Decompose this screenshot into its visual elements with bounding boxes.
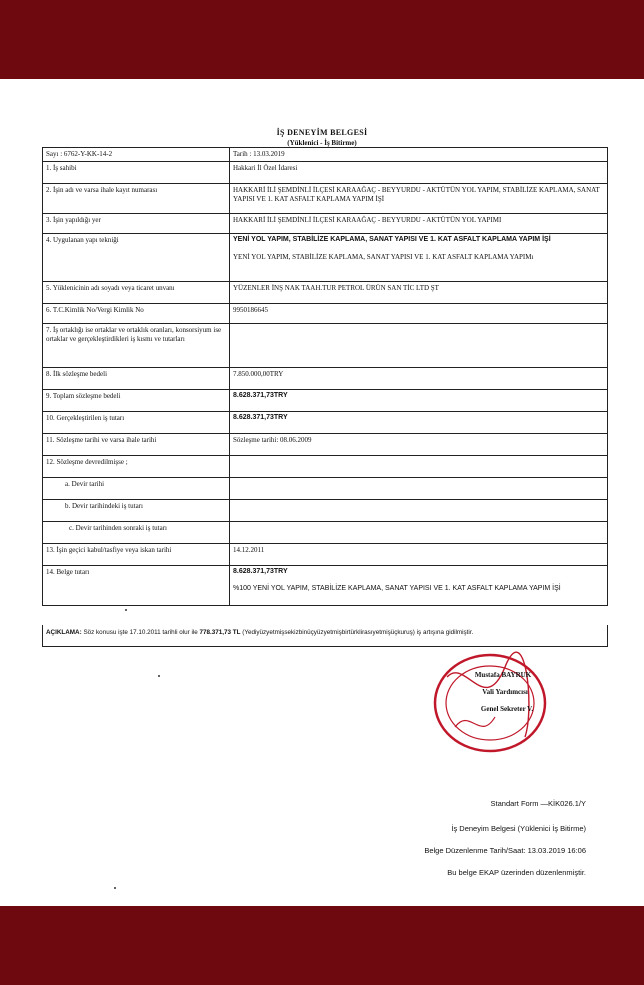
row-value: 8.628.371,73TRY	[230, 411, 608, 433]
row-value-group	[230, 233, 608, 281]
seal-role: Genel Sekreter V.	[480, 705, 534, 713]
row-value: HAKKARİ İLİ ŞEMDİNLİ İLÇESİ KARAAĞAÇ - BEYYURDU - AKTÜTÜN YOL YAPIMI	[230, 213, 608, 233]
row-value	[230, 455, 608, 477]
table-row	[43, 389, 608, 411]
scan-speck	[158, 675, 160, 677]
row-value	[230, 521, 608, 543]
row-value-secondary: YENİ YOL YAPIM, STABİLİZE KAPLAMA, SANAT YAPISI VE 1. KAT ASFALT KAPLAMA YAPIMı	[233, 252, 534, 261]
row-label: 7. İş ortaklığı ise ortaklar ve ortaklık oranları, konsorsiyum ise ortaklar ve gerçekleştirdikleri iş kısmı ve tutarları	[43, 323, 230, 367]
row-value: 14.12.2011	[230, 543, 608, 565]
official-seal-stamp	[425, 647, 555, 757]
row-label: b. Devir tarihindeki iş tutarı	[43, 499, 230, 521]
table-row	[43, 433, 608, 455]
scan-speck	[125, 609, 127, 611]
row-value: YÜZENLER İNŞ NAK TAAH.TUR PETROL ÜRÜN SAN TİC LTD ŞT	[230, 281, 608, 303]
row-label: 2. İşin adı ve varsa ihale kayıt numarası	[43, 183, 230, 213]
row-label: 8. İlk sözleşme bedeli	[43, 367, 230, 389]
row-value: 8.628.371,73TRY	[233, 567, 288, 575]
table-row	[43, 323, 608, 367]
top-border-band	[0, 0, 644, 79]
table-row	[43, 281, 608, 303]
row-label: 12. Sözleşme devredilmişse ;	[43, 455, 230, 477]
aciklama-label: AÇIKLAMA:	[46, 629, 82, 636]
table-row	[43, 303, 608, 323]
aciklama-text-before: Söz konusu işte 17.10.2011 tarihli olur ile	[83, 629, 198, 636]
row-label: 3. İşin yapıldığı yer	[43, 213, 230, 233]
document-subtitle: (Yüklenici - İş Bitirme)	[287, 139, 357, 147]
table-row	[43, 543, 608, 565]
table-row	[43, 565, 608, 605]
row-value	[230, 323, 608, 367]
footer-issue-date: Belge Düzenlenme Tarih/Saat: 13.03.2019 16:06	[424, 846, 586, 855]
row-label: 6. T.C.Kimlik No/Vergi Kimlik No	[43, 303, 230, 323]
row-value: HAKKARİ İLİ ŞEMDİNLİ İLÇESİ KARAAĞAÇ - BEYYURDU - AKTÜTÜN YOL YAPIM, STABİLİZE KAPLAMA, SANAT YAPISI VE 1. KAT ASFALT KAPLAMA YAPIM İŞİ	[230, 183, 608, 213]
table-row	[43, 367, 608, 389]
footer-form-code: Standart Form —KİK026.1/Y	[490, 799, 586, 808]
seal-signature-stroke	[455, 717, 495, 727]
table-row	[43, 148, 608, 162]
bottom-border-band	[0, 906, 644, 985]
table-row	[43, 161, 608, 183]
seal-title: Vali Yardımcısı	[482, 688, 528, 696]
row-label: 4. Uygulanan yapı tekniği	[43, 233, 230, 281]
row-label: 1. İş sahibi	[43, 161, 230, 183]
row-value-secondary: %100 YENİ YOL YAPIM, STABİLİZE KAPLAMA, SANAT YAPISI VE 1. KAT ASFALT KAPLAMA YAPIM İŞİ	[233, 584, 561, 592]
row-label: 14. Belge tutarı	[43, 565, 230, 605]
aciklama-text-after: (Yediyüzyetmişsekizbinüçyüzyetmişbirtürklirasıyetmişüçkuruş) iş artışına gidilmiştir.	[242, 629, 474, 636]
row-value: YENİ YOL YAPIM, STABİLİZE KAPLAMA, SANAT YAPISI VE 1. KAT ASFALT KAPLAMA YAPIM İŞİ	[233, 235, 551, 243]
table-row	[43, 521, 608, 543]
row-value: Hakkari İl Özel İdaresi	[230, 161, 608, 183]
row-value-group	[230, 565, 608, 605]
seal-name: Mustafa BAYRUK	[474, 671, 532, 679]
aciklama-amount: 778.371,73 TL	[199, 629, 241, 636]
row-value	[230, 477, 608, 499]
aciklama-note	[42, 625, 608, 647]
table-row	[43, 477, 608, 499]
row-value: 8.628.371,73TRY	[230, 389, 608, 411]
document-title: İŞ DENEYİM BELGESİ	[276, 128, 368, 137]
table-row	[43, 233, 608, 281]
document-page	[0, 79, 644, 906]
row-label: 10. Gerçekleştirilen iş tutarı	[43, 411, 230, 433]
row-value: Sözleşme tarihi: 08.06.2009	[230, 433, 608, 455]
row-label: 5. Yüklenicinin adı soyadı veya ticaret unvanı	[43, 281, 230, 303]
row-label: a. Devir tarihi	[43, 477, 230, 499]
table-row	[43, 411, 608, 433]
table-row	[43, 183, 608, 213]
row-label: 11. Sözleşme tarihi ve varsa ihale tarihi	[43, 433, 230, 455]
row-value: 9950186645	[230, 303, 608, 323]
footer-ekap-note: Bu belge EKAP üzerinden düzenlenmiştir.	[447, 868, 586, 877]
footer-form-name: İş Deneyim Belgesi (Yüklenici İş Bitirme)	[451, 824, 586, 833]
row-label: 9. Toplam sözleşme bedeli	[43, 389, 230, 411]
row-label: c. Devir tarihinden sonraki iş tutarı	[43, 521, 230, 543]
experience-table	[42, 147, 608, 606]
table-row	[43, 499, 608, 521]
row-value: 7.850.000,00TRY	[230, 367, 608, 389]
table-row	[43, 455, 608, 477]
table-row	[43, 213, 608, 233]
scan-speck	[114, 887, 116, 889]
row-value	[230, 499, 608, 521]
row-label: 13. İşin geçici kabul/tasfiye veya iskan tarihi	[43, 543, 230, 565]
tarih-cell: Tarih : 13.03.2019	[230, 148, 608, 162]
sayi-cell: Sayı : 6762-Y-KK-14-2	[43, 148, 230, 162]
